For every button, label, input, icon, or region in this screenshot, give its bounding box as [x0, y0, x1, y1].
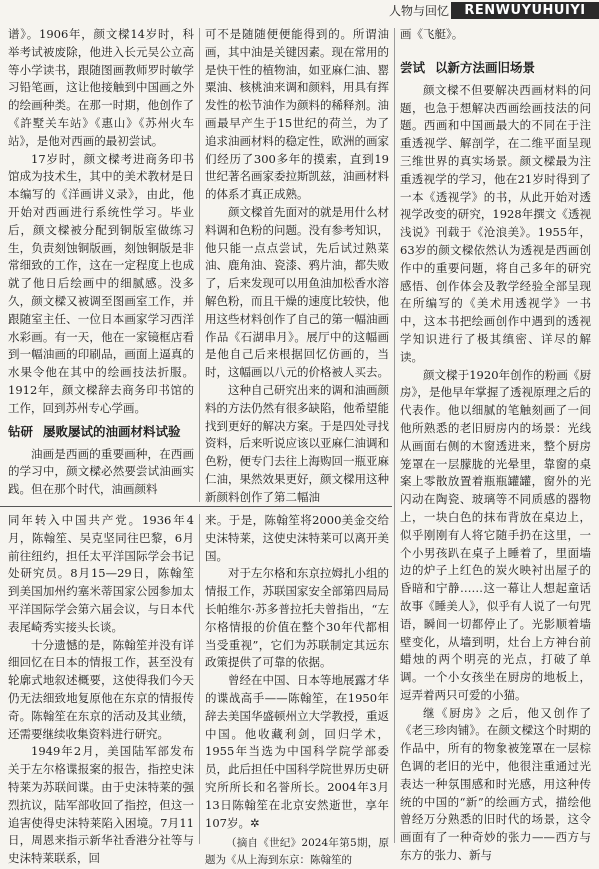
paragraph: 十分遗憾的是，陈翰笙并没有详细回忆在日本的情报工作，甚至没有轮廓式地叙述概要，这使得我们今天仍无法细致地复原他在东京的情报传奇。陈翰笙在东京的活动及其业绩，还需要继续收集资料进行研究。: [8, 637, 194, 741]
section-title-en: RENWUYUHUIYI: [451, 2, 599, 19]
section-heading-keyword: 尝试: [400, 59, 426, 75]
column-divider: [199, 514, 200, 844]
article-separator: [0, 506, 392, 507]
page-header: [0, 0, 599, 22]
paragraph: 谱》。1906年，颜文樑14岁时，科举考试被废除，他进入长元吴公立高等小学读书，跟随图画教师罗时敏学习铅笔画，这让他接触到中国画之外的绘画种类。在那一时期，他创作了《許墅关车站》《惠山》《苏州火车站》，是他对西画的最初尝试。: [8, 27, 194, 148]
section-heading-text: 以新方法画旧场景: [435, 59, 536, 75]
section-title-cn: 人物与回忆: [388, 4, 449, 18]
section-heading: [400, 58, 591, 78]
section-heading-text: 屡败屡试的油画材料试验: [43, 423, 181, 439]
paragraph: 同年转入中国共产党。1936年4月，陈翰笙、吴克坚同往巴黎，6月前往纽约，担任太平洋国际学会书记处研究员。8月15—29日，陈翰笙到美国加州约塞米蒂国家公园参加太平洋国际学会第六届会议，与日本代表尾崎秀实接头长谈。: [8, 513, 194, 634]
paragraph: 曾经在中国、日本等地展露才华的谍战高手——陈翰笙，在1950年辞去美国华盛顿州立大学教授，重返中国。他收藏利剑，回归学术，1955年当选为中国科学院学部委员，此后担任中国科学院世界历史研究所所长和名誉所长。2004年3月13日陈翰笙在北京安然逝世，享年107岁。✲: [205, 673, 389, 830]
paragraph: 17岁时，颜文樑考进商务印书馆成为技术生，其中的美术教材是日本编写的《洋画讲义录》，由此，他开始对西画进行系统性学习。毕业后，颜文樑被分配到铜版室做练习生，负责刻蚀铜版画，刻蚀铜版是非常细致的工作，这在一定程度上也成就了他日后绘画中的细腻感。没多久，颜文樑又被调至图画室工作，并跟随室主任、一位日本画家学习西洋水彩画。有一天，他在一家镜框店看到一幅油画的印刷品，画面上逼真的水果令他在其中的绘画技法折服。1912年，颜文樑辞去商务印书馆的工作，回到苏州专心学画。: [8, 151, 194, 415]
column-2: [205, 26, 389, 504]
paragraph: 继《厨房》之后，他又创作了《老三珍肉铺》。在颜文樑这个时期的作品中，所有的物象被笼罩在一层棕色调的老旧的光中，他很注重通过光表达一种氛围感和时光感，用这种传统的中国的“新”的绘画方式，描绘他曾经万分熟悉的旧时代的场景，这令画面有了一种奇妙的张力——西方与东方的张力、新与: [400, 705, 591, 863]
paragraph: 油画是西画的重要画种，在西画的学习中，颜文樑必然要尝试油画实践。但在那个时代，油画颜料: [8, 446, 194, 497]
column-1: [8, 26, 194, 504]
paragraph: 对于左尔格和东京拉姆扎小组的情报工作，苏联国家安全部第四局局长帕维尔·苏多普拉托夫曾指出，“左尔格情报的价值在整个30年代都相当受重视”，它们为苏联制定其远东政策提供了可靠的依据。: [205, 566, 389, 670]
paragraph: 1949年2月，美国陆军部发布关于左尔格谍报案的报告，指控史沫特莱为苏联间谍。由于史沫特莱的强烈抗议，陆军部收回了指控，但这一追害使得史沫特莱陷入困境。7月11日，周恩来指示新华社香港分社等与史沫特莱联系，回: [8, 744, 194, 866]
paragraph: 颜文樑于1920年创作的粉画《厨房》，是他早年掌握了透视原理之后的代表作。他以细腻的笔触刻画了一间他所熟悉的老旧厨房内的场景：光线从画面右侧的木窗透进来，整个厨房笼罩在一层朦胧的光晕里，靠窗的桌案上零散放置着瓶瓶罐罐，窗外的光闪动在陶瓷、玻璃等不同质感的器物上，一块白色的抹布背放在桌边上，似乎刚刚有人将它随手扔在这里，一个小男孩趴在桌子上睡着了，里面墙边的炉子上红色的炭火映衬出屋子的昏暗和宁静……这一幕让人想起童话故事《睡美人》，似乎有人说了一句咒语，瞬间一切都停止了。光影顺着墙壁变化，从墙到明，灶台上方神台前蜡烛的两个明亮的光点，打破了单调。一个小女孩坐在厨房的地板上，逗弄着两只可爱的小猫。: [400, 367, 591, 702]
paragraph: 颜文樑不但要解决西画材料的问题，也急于想解决西画绘画技法的问题。西画和中国画最大的不同在于注重透视学、解剖学，在二维平面呈现三维世界的真实场景。颜文樑最为注重透视学的学习，他在21岁时得到了一本《透视学》的书，从此开始对透视学改变的研究，1928年撰文《透视浅说》刊载于《沧浪美》。1955年，63岁的颜文樑依然认为透视是西画创作中的重要问题，将自己多年的研究感悟、创作体会及教学经验全部呈现在所编写的《美术用透视学》一书中，这本书把绘画创作中遇到的透视学知识进行了极其缜密、详尽的解读。: [400, 82, 591, 364]
bottom-column-2: [205, 512, 389, 867]
source-caption: （摘自《世纪》2024年第5期，原题为《从上海到东京：陈翰笙的: [205, 837, 389, 867]
section-heading-keyword: 钻研: [8, 423, 34, 439]
column-divider: [394, 28, 395, 843]
paragraph: 画《飞艇》。: [400, 27, 464, 41]
section-heading: [8, 422, 194, 442]
bottom-column-1: [8, 512, 194, 866]
paragraph: 来。于是，陈翰笙将2000美金交给史沫特莱，这使史沫特莱可以离开美国。: [205, 513, 389, 563]
column-divider: [199, 28, 200, 502]
paragraph: 这种自己研究出来的调和油画颜料的方法仍然有很多缺陷，他希望能找到更好的解决方案。于是四处寻找资料，后来听说应该以亚麻仁油调和色粉，便专门去往上海购回一瓶亚麻仁油，果然效果更好，颜文樑用这种新颜料创作了第二幅油: [205, 382, 389, 504]
column-3: [400, 26, 591, 863]
paragraph: 颜文樑首先面对的就是用什么材料调和色粉的问题。没有参考知识，他只能一点点尝试，先后试过熟菜油、鹿角油、瓷漆、鸦片油，都失败了，后来发现可以用鱼油加松香水溶解色粉，而且干燥的速度比较快，他用这些材料创作了自己的第一幅油画作品《石湖串月》。展厅中的这幅画是他自己后来根据回忆仿画的，当时，这幅画以八元的价格被人买去。: [205, 204, 389, 380]
paragraph: 可不是随随便便能得到的。所谓油画，其中油是关键因素。现在常用的是快干性的植物油，如亚麻仁油、罂粟油、核桃油来调和颜料，用具有挥发性的松节油作为颜料的稀释剂。油画最早产生于15世纪的荷兰，为了追求油画材料的稳定性，欧洲的画家们经历了300多年的摸索，直到19世纪著名画家委拉斯凯兹，油画材料的体系才真正成熟。: [205, 27, 389, 202]
